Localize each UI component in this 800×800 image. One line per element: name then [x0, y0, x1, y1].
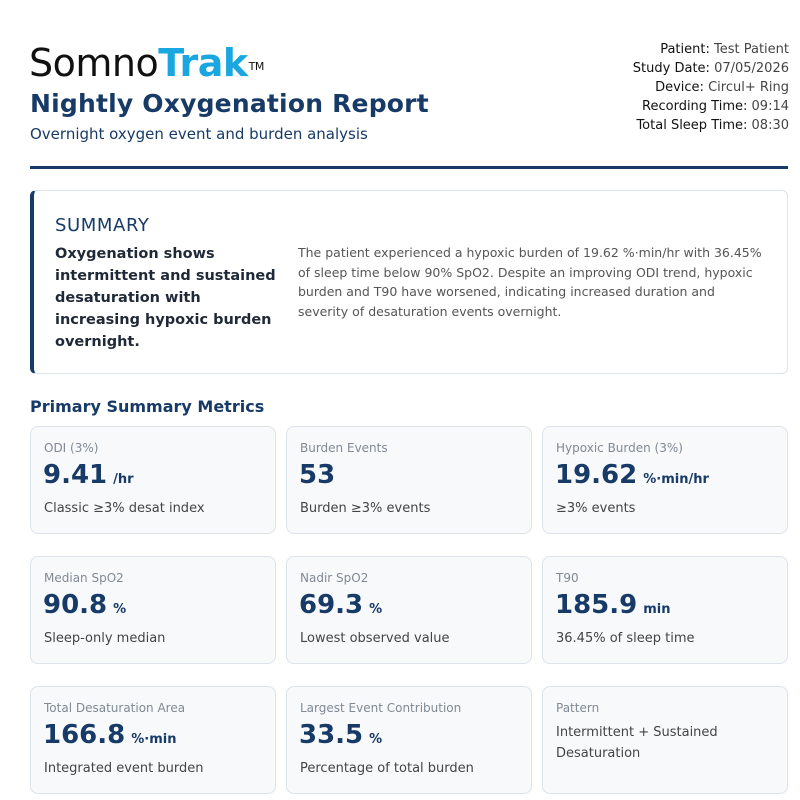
metric-label: Total Desaturation Area [44, 701, 186, 715]
metric-label: Burden Events [300, 441, 388, 455]
metric-note: ≥3% events [556, 501, 636, 516]
summary-lead: Oxygenation shows intermittent and sustained desaturation with increasing hypoxic burden overnight. [55, 246, 276, 350]
meta-row-total-sleep-time [633, 116, 789, 135]
metric-card-burden-events [286, 426, 532, 534]
metric-value-row [43, 720, 176, 750]
meta-key: Total Sleep Time: [636, 118, 748, 133]
metric-label: Hypoxic Burden (3%) [556, 441, 683, 455]
metric-card-pattern [542, 686, 788, 794]
metric-value-row [299, 590, 382, 620]
metric-unit: % [369, 732, 383, 747]
metric-label: T90 [556, 571, 579, 585]
meta-value: Circul+ Ring [708, 80, 789, 95]
metric-note: Classic ≥3% desat index [44, 501, 205, 516]
meta-value: Test Patient [714, 42, 789, 57]
metric-note: Percentage of total burden [300, 761, 474, 776]
brand-name-part1: Somno [29, 41, 159, 85]
metric-note: Integrated event burden [44, 761, 204, 776]
meta-row-patient [633, 40, 789, 59]
meta-key: Patient: [660, 42, 710, 57]
metric-value: 166.8 [43, 720, 126, 750]
metric-card-t90 [542, 556, 788, 664]
metric-unit: % [369, 602, 383, 617]
metric-note: Lowest observed value [300, 631, 450, 646]
summary-body: The patient experienced a hypoxic burden of 19.62 %·min/hr with 36.45% of sleep time below 90% SpO2. Despite an improving ODI trend, hypoxic burden and T90 have worsened, indicating increased duration and severity of desaturation events overnight. [298, 245, 762, 319]
metric-card-total-desaturation-area [30, 686, 276, 794]
metric-value-row [43, 590, 126, 620]
metric-unit: % [113, 602, 127, 617]
report-title: Nightly Oxygenation Report [30, 89, 429, 118]
metrics-section-title: Primary Summary Metrics [30, 397, 265, 416]
meta-value: 08:30 [751, 118, 789, 133]
metric-label: Median SpO2 [44, 571, 124, 585]
metric-unit: %·min [131, 732, 177, 747]
metric-unit: /hr [113, 472, 134, 487]
metric-value: 90.8 [43, 590, 108, 620]
summary-heading: SUMMARY [55, 215, 150, 236]
metric-value: 185.9 [555, 590, 638, 620]
patient-info [633, 40, 789, 135]
summary-panel [30, 190, 788, 374]
metric-value-row [299, 460, 335, 490]
metric-value: 9.41 [43, 460, 108, 490]
metric-value: 19.62 [555, 460, 638, 490]
report-subtitle: Overnight oxygen event and burden analysis [30, 125, 368, 143]
metric-card-odi [30, 426, 276, 534]
meta-row-recording-time [633, 97, 789, 116]
metric-label: Largest Event Contribution [300, 701, 462, 715]
header-divider [30, 166, 788, 169]
metric-card-nadir-spo2 [286, 556, 532, 664]
metric-card-hypoxic-burden [542, 426, 788, 534]
brand-logo [29, 40, 264, 86]
metric-value-row [555, 590, 671, 620]
metric-value-row [299, 720, 382, 750]
metric-value: 33.5 [299, 720, 364, 750]
metric-note: Burden ≥3% events [300, 501, 431, 516]
metric-value: 69.3 [299, 590, 364, 620]
metric-note: Sleep-only median [44, 631, 166, 646]
brand-name-part2: Trak [158, 41, 248, 85]
metric-label: Pattern [556, 701, 600, 715]
meta-value: 09:14 [751, 99, 789, 114]
metric-note: 36.45% of sleep time [556, 631, 695, 646]
trademark-mark: TM [248, 60, 264, 73]
meta-value: 07/05/2026 [714, 61, 789, 76]
metric-card-largest-event-contribution [286, 686, 532, 794]
metric-value-row [555, 460, 709, 490]
meta-row-study-date [633, 59, 789, 78]
metric-value-row [43, 460, 134, 490]
metric-label: Nadir SpO2 [300, 571, 369, 585]
metric-card-median-spo2 [30, 556, 276, 664]
metric-unit: min [643, 602, 671, 617]
meta-key: Study Date: [632, 61, 710, 76]
meta-key: Device: [655, 80, 704, 95]
meta-row-device [633, 78, 789, 97]
meta-key: Recording Time: [642, 99, 748, 114]
metric-value: 53 [299, 460, 336, 490]
metric-label: ODI (3%) [44, 441, 99, 455]
metric-unit: %·min/hr [643, 472, 709, 487]
pattern-text: Intermittent + Sustained Desaturation [556, 725, 718, 761]
